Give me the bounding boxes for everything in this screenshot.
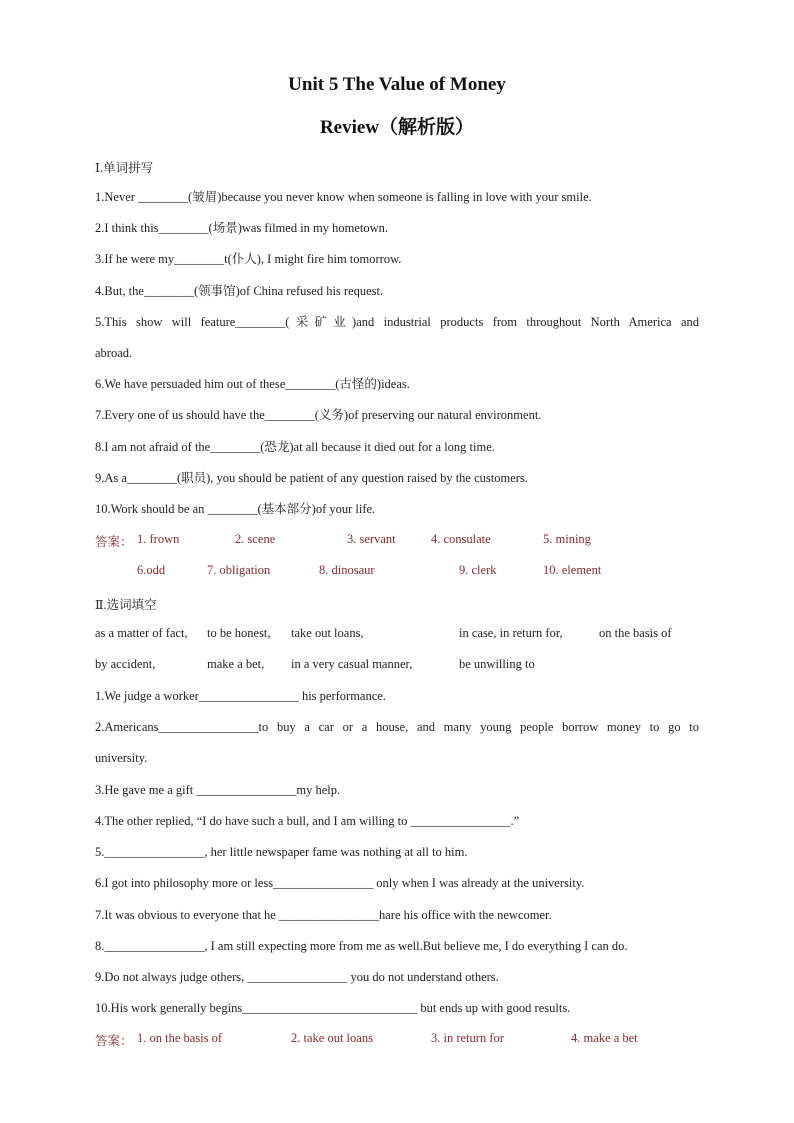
s1-answer: 5. mining — [543, 532, 591, 546]
s2-item-7: 7.It was obvious to everyone that he ________________hare his office with the newcomer. — [95, 908, 552, 922]
s2-item-9: 9.Do not always judge others, ________________ you do not understand others. — [95, 970, 499, 984]
s1-answer: 2. scene — [235, 532, 276, 546]
s2-item-1: 1.We judge a worker________________ his performance. — [95, 689, 386, 703]
s2-item-2: 2.Americans________________to buy a car or a house, and many young people borrow money to go to — [95, 720, 699, 734]
s1-answer: 10. element — [543, 563, 602, 577]
s2-item-6: 6.I got into philosophy more or less________________ only when I was already at the university. — [95, 876, 585, 890]
s1-item-9: 9.As a________(职员), you should be patient of any question raised by the customers. — [95, 471, 528, 485]
s1-item-4: 4.But, the________(领事馆)of China refused his request. — [95, 284, 384, 298]
s2-item-5: 5.________________, her little newspaper fame was nothing at all to him. — [95, 845, 468, 859]
s1-item-1: 1.Never ________(皱眉)because you never know when someone is falling in love with your smile. — [95, 190, 592, 204]
phrase-option: as a matter of fact, — [95, 626, 188, 640]
s2-answer: 4. make a bet — [571, 1031, 638, 1045]
s2-answer: 3. in return for — [431, 1031, 504, 1045]
s1-item-3: 3.If he were my________t(仆人), I might fire him tomorrow. — [95, 252, 402, 266]
s1-item-2: 2.I think this________(场景)was filmed in my hometown. — [95, 221, 389, 235]
s2-item-4: 4.The other replied, “I do have such a bull, and I am willing to ________________.” — [95, 814, 520, 828]
s1-answer: 9. clerk — [459, 563, 497, 577]
s1-answer-label: 答案： — [95, 535, 133, 549]
s1-answer: 7. obligation — [207, 563, 271, 577]
document-title: Unit 5 The Value of Money — [288, 74, 506, 95]
s1-item-8: 8.I am not afraid of the________(恐龙)at all because it died out for a long time. — [95, 440, 495, 454]
phrase-option: by accident, — [95, 657, 156, 671]
s1-item-6: 6.We have persuaded him out of these________(古怪的)ideas. — [95, 377, 410, 391]
phrase-option: take out loans, — [291, 626, 364, 640]
s1-item-7: 7.Every one of us should have the________(义务)of preserving our natural environment. — [95, 408, 542, 422]
s2-item-8: 8.________________, I am still expecting more from me as well.But believe me, I do everything I can do. — [95, 939, 628, 953]
s2-answer: 2. take out loans — [291, 1031, 373, 1045]
phrase-option: make a bet, — [207, 657, 265, 671]
s1-item-5-cont: abroad. — [95, 346, 133, 360]
phrase-option: in a very casual manner, — [291, 657, 413, 671]
s1-answer: 4. consulate — [431, 532, 491, 546]
s2-item-3: 3.He gave me a gift ________________my help. — [95, 783, 341, 797]
s1-answer: 6.odd — [137, 563, 166, 577]
phrase-option: be unwilling to — [459, 657, 535, 671]
phrase-option: to be honest, — [207, 626, 271, 640]
phrase-option: on the basis of — [599, 626, 672, 640]
s1-answer: 1. frown — [137, 532, 180, 546]
s1-answer: 3. servant — [347, 532, 396, 546]
s1-item-10: 10.Work should be an ________(基本部分)of your life. — [95, 502, 376, 516]
section-1-heading: Ⅰ.单词拼写 — [95, 161, 154, 175]
phrase-option: in case, in return for, — [459, 626, 563, 640]
s1-answer: 8. dinosaur — [319, 563, 375, 577]
s2-item-10: 10.His work generally begins____________________________ but ends up with good results. — [95, 1001, 571, 1015]
s2-answer-label: 答案： — [95, 1034, 133, 1048]
document-subtitle: Review（解析版） — [319, 117, 475, 138]
s1-item-5: 5.This show will feature________(采矿业)and industrial products from throughout North America and — [95, 315, 699, 329]
s2-item-2-cont: university. — [95, 751, 148, 765]
s2-answer: 1. on the basis of — [137, 1031, 223, 1045]
section-2-heading: Ⅱ.选词填空 — [95, 598, 157, 612]
